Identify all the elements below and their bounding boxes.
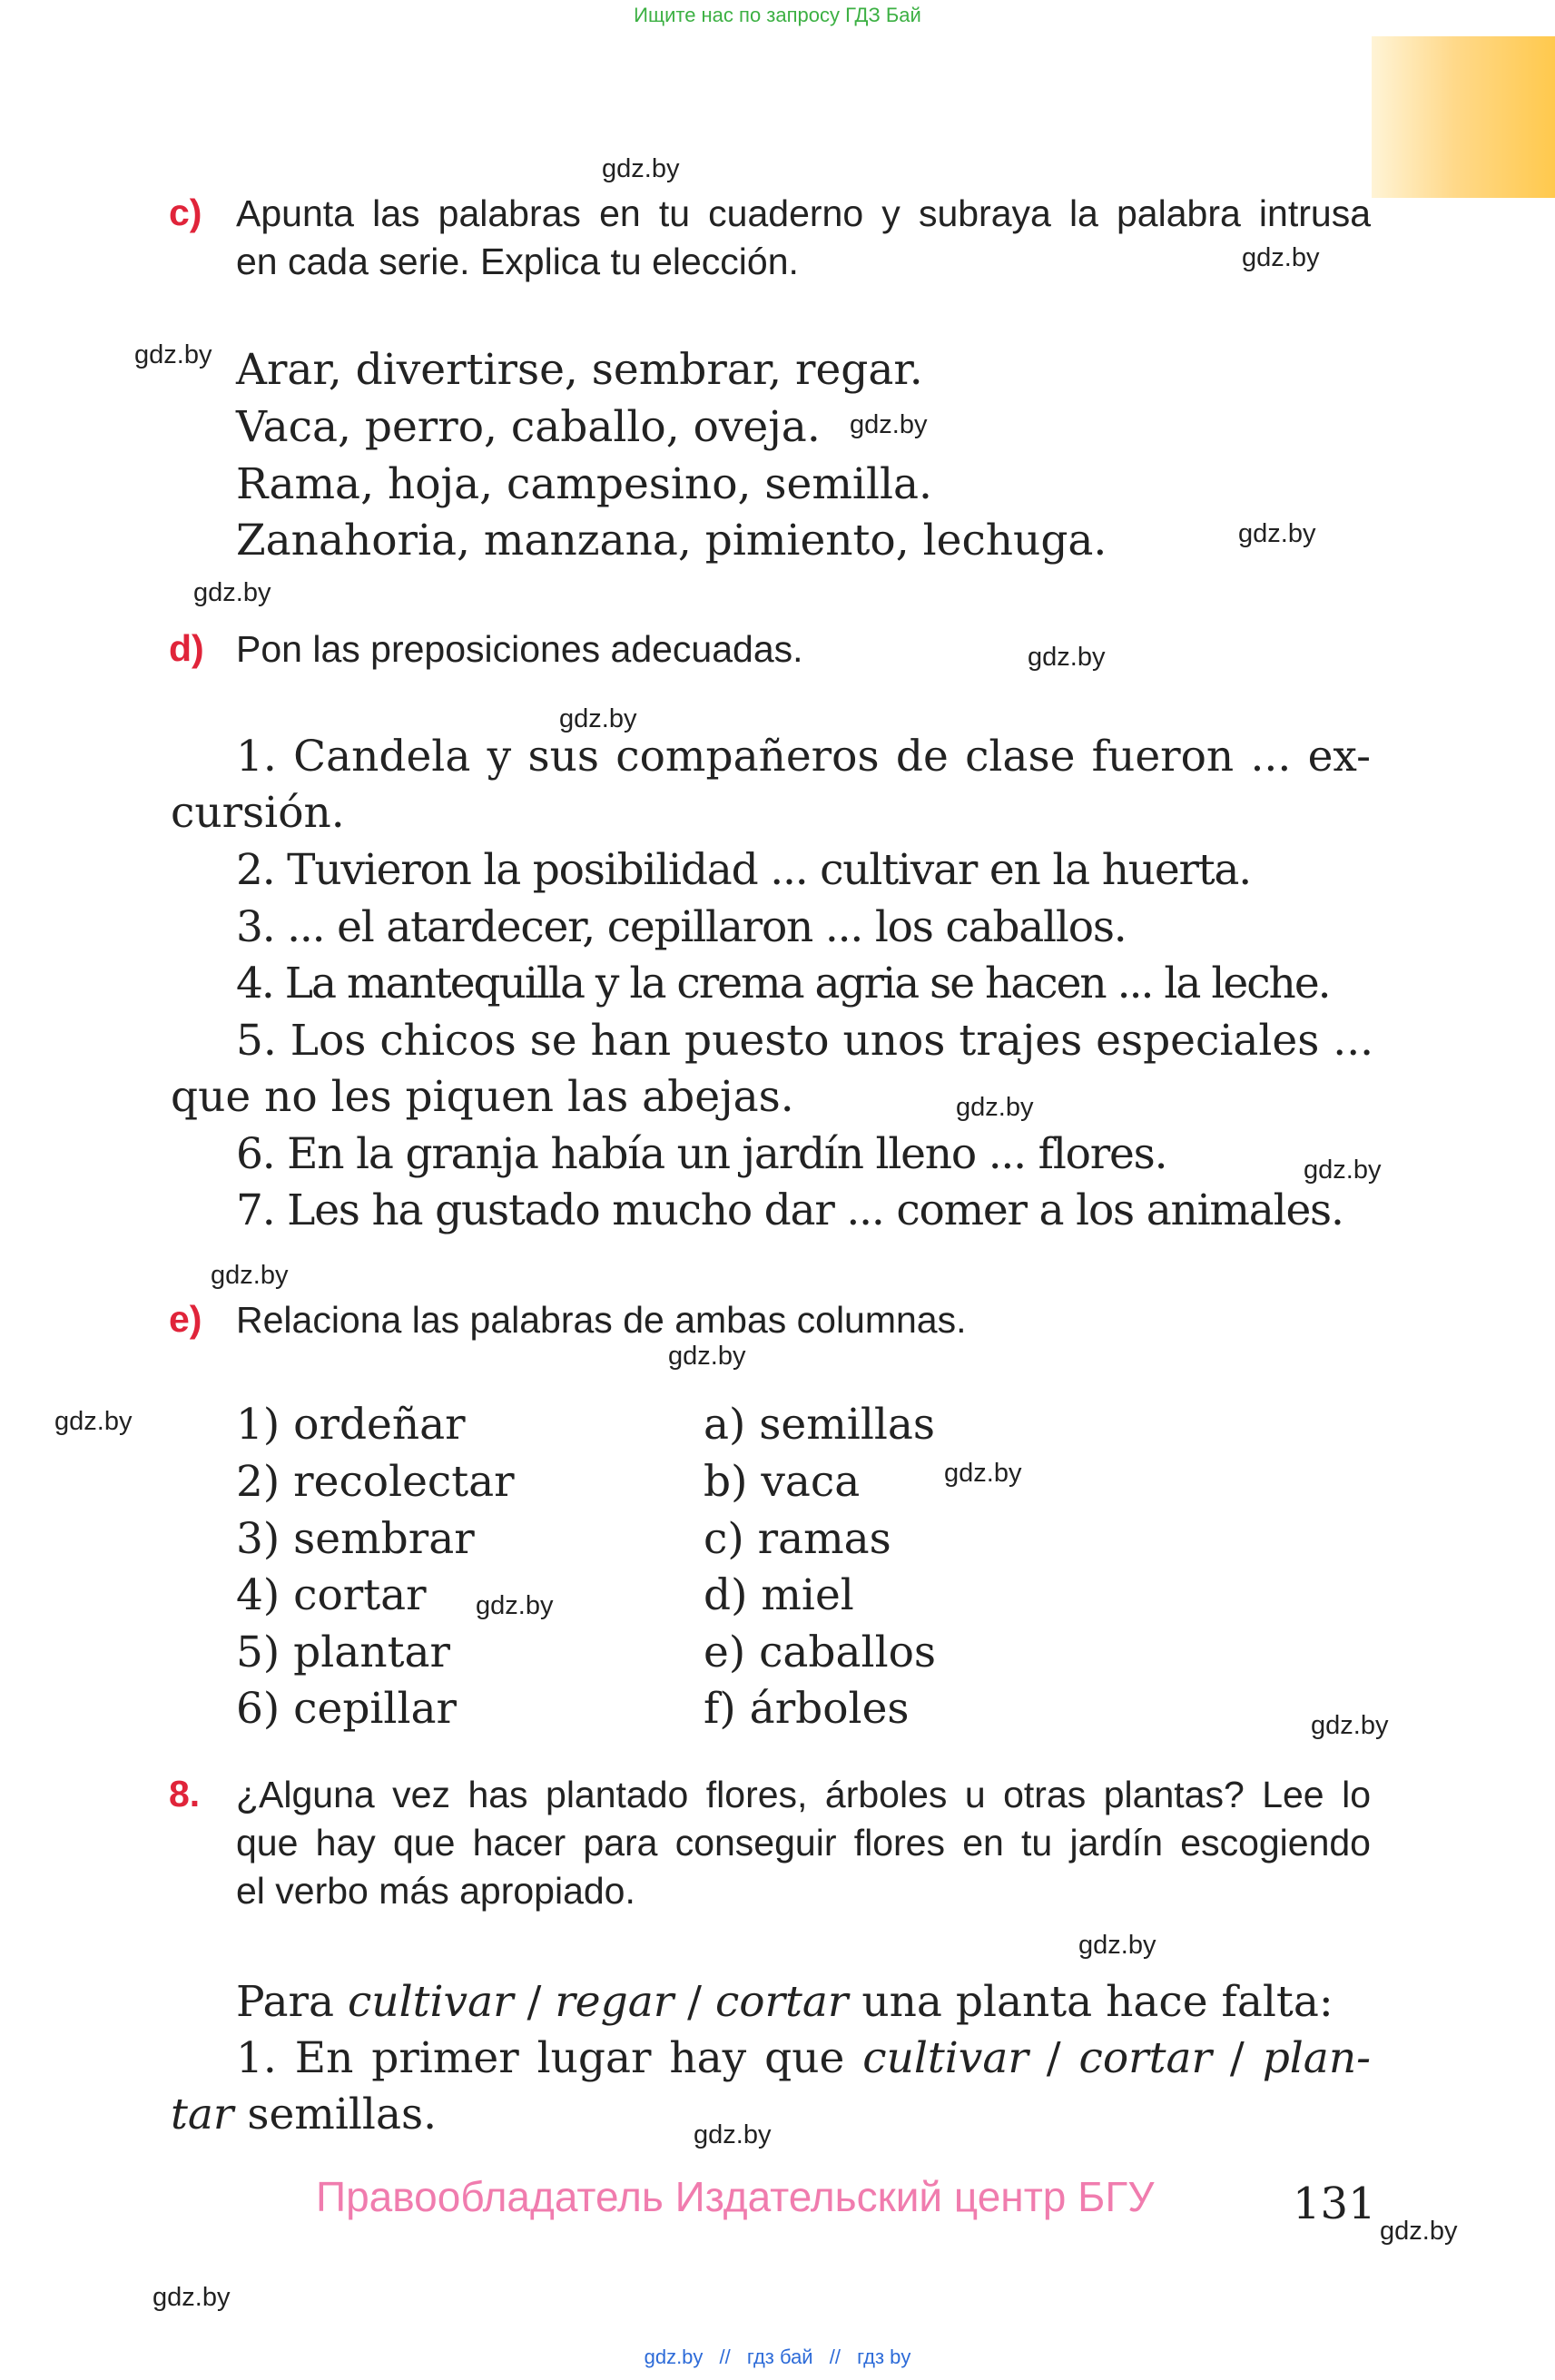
left-column-item: 6) cepillar bbox=[236, 1684, 457, 1734]
watermark: gdz.by bbox=[668, 1342, 746, 1371]
section-c-marker: c) bbox=[169, 192, 202, 233]
series-1: Arar, divertirse, sembrar, regar. bbox=[236, 345, 923, 395]
sentence-2: 2. Tuvieron la posibilidad ... cultivar en la huerta. bbox=[236, 845, 1251, 895]
step-1-suffix: semillas. bbox=[247, 2090, 438, 2139]
page-number: 131 bbox=[1293, 2178, 1376, 2229]
slash: / bbox=[527, 1977, 542, 2027]
para-suffix: una planta hace falta: bbox=[861, 1977, 1334, 2027]
corner-decoration bbox=[1372, 36, 1555, 198]
para-option-1: cultivar bbox=[347, 1977, 514, 2027]
right-column-item: c) ramas bbox=[704, 1514, 891, 1564]
watermark: gdz.by bbox=[1380, 2217, 1458, 2246]
watermark: gdz.by bbox=[1311, 1711, 1389, 1740]
left-column-item: 1) ordeñar bbox=[236, 1400, 466, 1450]
section-c-instruction bbox=[236, 190, 1371, 286]
series-4: Zanahoria, manzana, pimiento, lechuga. bbox=[236, 516, 1107, 565]
exercise-8-line-2: que hay que hacer para conseguir flores en tu jardín escogiendo bbox=[236, 1822, 1371, 1864]
left-column-item: 5) plantar bbox=[236, 1628, 450, 1677]
sentence-7: 7. Les ha gustado mucho dar ... comer a los animales. bbox=[236, 1185, 1343, 1235]
watermark: gdz.by bbox=[1028, 643, 1106, 672]
right-column-item: f) árboles bbox=[704, 1684, 910, 1734]
section-e-marker: e) bbox=[169, 1298, 202, 1340]
watermark: gdz.by bbox=[153, 2283, 231, 2312]
bottom-links bbox=[0, 2346, 1555, 2369]
watermark: gdz.by bbox=[476, 1591, 554, 1620]
right-column-item: b) vaca bbox=[704, 1457, 861, 1507]
exercise-8-line-3: el verbo más apropiado. bbox=[236, 1870, 635, 1912]
step-1-option-3a: plan- bbox=[1262, 2033, 1371, 2083]
step-1-prefix: 1. En primer lugar hay que bbox=[236, 2033, 845, 2083]
top-banner-link[interactable]: Ищите нас по запросу ГДЗ Бай bbox=[634, 4, 921, 26]
step-1-option-2: cortar bbox=[1078, 2033, 1212, 2083]
section-e-instruction: Relaciona las palabras de ambas columnas. bbox=[236, 1299, 967, 1341]
bottom-link[interactable]: гдз by bbox=[857, 2346, 911, 2368]
para-option-3: cortar bbox=[714, 1977, 849, 2027]
section-d-marker: d) bbox=[169, 627, 204, 669]
watermark: gdz.by bbox=[850, 410, 928, 439]
sentence-6: 6. En la granja había un jardín lleno ... flores. bbox=[236, 1129, 1167, 1179]
left-column-item: 3) sembrar bbox=[236, 1514, 475, 1564]
section-c-line-1: Apunta las palabras en tu cuaderno y subraya la palabra intrusa bbox=[236, 192, 1371, 234]
right-column-item: a) semillas bbox=[704, 1400, 936, 1450]
watermark: gdz.by bbox=[559, 704, 637, 733]
sentence-4: 4. La mantequilla y la crema agria se hacen ... la leche. bbox=[236, 959, 1330, 1008]
slash: / bbox=[1046, 2033, 1061, 2083]
sentence-1a: 1. Candela y sus compañeros de clase fueron ... ex- bbox=[236, 732, 1371, 782]
exercise-8-instruction bbox=[236, 1771, 1371, 1915]
bottom-link[interactable]: гдз бай bbox=[746, 2346, 813, 2368]
series-3: Rama, hoja, campesino, semilla. bbox=[236, 459, 932, 509]
watermark: gdz.by bbox=[193, 578, 271, 607]
step-1-option-1: cultivar bbox=[862, 2033, 1028, 2083]
slash: / bbox=[1229, 2033, 1245, 2083]
watermark: gdz.by bbox=[1242, 243, 1320, 272]
watermark: gdz.by bbox=[134, 340, 212, 369]
watermark: gdz.by bbox=[1304, 1156, 1382, 1185]
sentence-5a: 5. Los chicos se han puesto unos trajes especiales ... bbox=[236, 1016, 1374, 1066]
left-column-item: 2) recolectar bbox=[236, 1457, 515, 1507]
watermark: gdz.by bbox=[602, 154, 680, 183]
link-separator: // bbox=[719, 2346, 731, 2368]
section-d-instruction: Pon las preposiciones adecuadas. bbox=[236, 628, 803, 670]
watermark: gdz.by bbox=[694, 2120, 772, 2149]
para-line bbox=[236, 1977, 1334, 2027]
para-prefix: Para bbox=[236, 1977, 335, 2027]
link-separator: // bbox=[829, 2346, 841, 2368]
sentence-5b: que no les piquen las abejas. bbox=[171, 1072, 794, 1122]
right-column-item: e) caballos bbox=[704, 1628, 937, 1677]
section-c-line-2: en cada serie. Explica tu elección. bbox=[236, 241, 799, 282]
right-column-item: d) miel bbox=[704, 1570, 854, 1620]
para-option-2: regar bbox=[555, 1977, 674, 2027]
watermark: gdz.by bbox=[54, 1407, 133, 1436]
watermark: gdz.by bbox=[1238, 519, 1316, 548]
exercise-8-marker: 8. bbox=[169, 1773, 201, 1815]
copyright-notice: Правообладатель Издательский центр БГУ bbox=[316, 2173, 1155, 2220]
exercise-8-line-1: ¿Alguna vez has plantado flores, árboles u otras plantas? Lee lo bbox=[236, 1774, 1371, 1815]
slash: / bbox=[687, 1977, 702, 2027]
watermark: gdz.by bbox=[944, 1459, 1022, 1488]
step-1-option-3b: tar bbox=[171, 2090, 234, 2139]
sentence-1b: cursión. bbox=[171, 788, 345, 838]
sentence-3: 3. ... el atardecer, cepillaron ... los caballos. bbox=[236, 902, 1127, 952]
bottom-link[interactable]: gdz.by bbox=[644, 2346, 704, 2368]
step-1-line-a bbox=[236, 2033, 1371, 2083]
series-2: Vaca, perro, caballo, oveja. bbox=[236, 402, 821, 452]
watermark: gdz.by bbox=[211, 1261, 289, 1290]
left-column-item: 4) cortar bbox=[236, 1570, 427, 1620]
step-1-line-b bbox=[171, 2090, 437, 2139]
watermark: gdz.by bbox=[1078, 1931, 1156, 1960]
watermark: gdz.by bbox=[956, 1093, 1034, 1122]
